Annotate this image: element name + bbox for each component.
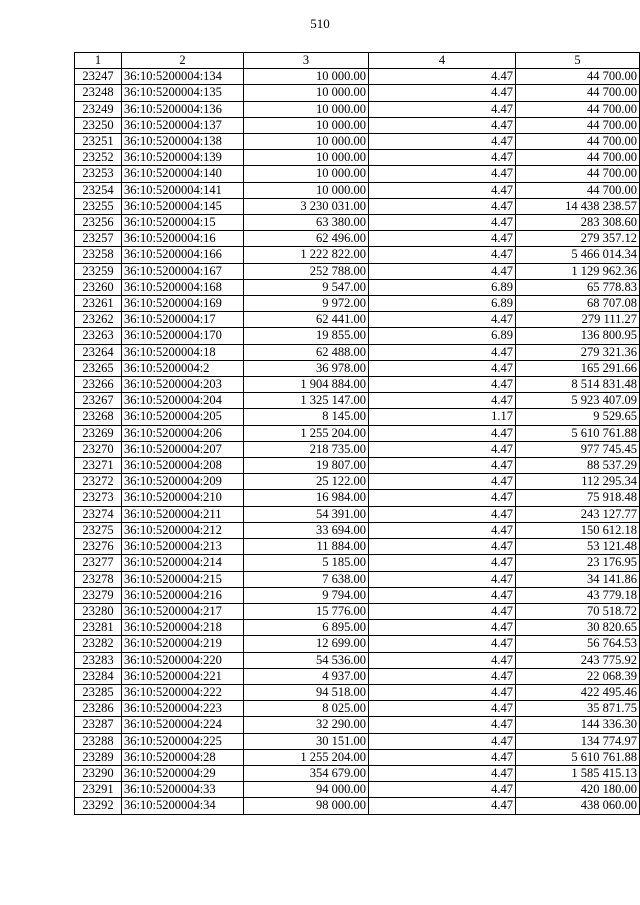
row-number-cell: 23287 bbox=[75, 717, 122, 733]
area-cell: 1 255 204.00 bbox=[244, 749, 369, 765]
value-cell: 53 121.48 bbox=[516, 539, 640, 555]
table-row bbox=[75, 474, 640, 490]
table-row bbox=[75, 522, 640, 538]
cadastral-number-cell: 36:10:5200004:218 bbox=[122, 620, 244, 636]
area-cell: 36 978.00 bbox=[244, 360, 369, 376]
table-row bbox=[75, 620, 640, 636]
column-header-3: 3 bbox=[244, 53, 369, 69]
value-cell: 977 745.45 bbox=[516, 441, 640, 457]
area-cell: 19 855.00 bbox=[244, 328, 369, 344]
row-number-cell: 23257 bbox=[75, 231, 122, 247]
table-row bbox=[75, 182, 640, 198]
row-number-cell: 23259 bbox=[75, 263, 122, 279]
value-cell: 279 357.12 bbox=[516, 231, 640, 247]
area-cell: 9 547.00 bbox=[244, 279, 369, 295]
cadastral-number-cell: 36:10:5200004:215 bbox=[122, 571, 244, 587]
table-header-row bbox=[75, 53, 640, 69]
row-number-cell: 23276 bbox=[75, 539, 122, 555]
area-cell: 252 788.00 bbox=[244, 263, 369, 279]
cadastral-number-cell: 36:10:5200004:216 bbox=[122, 587, 244, 603]
rate-cell: 4.47 bbox=[369, 198, 516, 214]
cadastral-number-cell: 36:10:5200004:208 bbox=[122, 458, 244, 474]
cadastral-number-cell: 36:10:5200004:170 bbox=[122, 328, 244, 344]
table-row bbox=[75, 490, 640, 506]
row-number-cell: 23279 bbox=[75, 587, 122, 603]
rate-cell: 4.47 bbox=[369, 231, 516, 247]
row-number-cell: 23256 bbox=[75, 215, 122, 231]
row-number-cell: 23252 bbox=[75, 150, 122, 166]
cadastral-number-cell: 36:10:5200004:134 bbox=[122, 69, 244, 85]
table-row bbox=[75, 344, 640, 360]
area-cell: 33 694.00 bbox=[244, 522, 369, 538]
table-row bbox=[75, 782, 640, 798]
row-number-cell: 23263 bbox=[75, 328, 122, 344]
rate-cell: 4.47 bbox=[369, 733, 516, 749]
area-cell: 16 984.00 bbox=[244, 490, 369, 506]
table-row bbox=[75, 701, 640, 717]
rate-cell: 4.47 bbox=[369, 344, 516, 360]
cadastral-number-cell: 36:10:5200004:167 bbox=[122, 263, 244, 279]
row-number-cell: 23284 bbox=[75, 668, 122, 684]
rate-cell: 4.47 bbox=[369, 215, 516, 231]
rate-cell: 4.47 bbox=[369, 603, 516, 619]
column-header-5: 5 bbox=[516, 53, 640, 69]
cadastral-number-cell: 36:10:5200004:166 bbox=[122, 247, 244, 263]
area-cell: 4 937.00 bbox=[244, 668, 369, 684]
rate-cell: 4.47 bbox=[369, 360, 516, 376]
rate-cell: 4.47 bbox=[369, 247, 516, 263]
area-cell: 12 699.00 bbox=[244, 636, 369, 652]
cadastral-number-cell: 36:10:5200004:138 bbox=[122, 134, 244, 150]
row-number-cell: 23285 bbox=[75, 684, 122, 700]
cadastral-number-cell: 36:10:5200004:28 bbox=[122, 749, 244, 765]
rate-cell: 4.47 bbox=[369, 312, 516, 328]
page-number: 510 bbox=[310, 16, 330, 31]
cadastral-number-cell: 36:10:5200004:137 bbox=[122, 117, 244, 133]
area-cell: 218 735.00 bbox=[244, 441, 369, 457]
cadastral-number-cell: 36:10:5200004:203 bbox=[122, 377, 244, 393]
column-header-4: 4 bbox=[369, 53, 516, 69]
area-cell: 10 000.00 bbox=[244, 85, 369, 101]
table-row bbox=[75, 798, 640, 814]
area-cell: 11 884.00 bbox=[244, 539, 369, 555]
value-cell: 279 111.27 bbox=[516, 312, 640, 328]
cadastral-number-cell: 36:10:5200004:210 bbox=[122, 490, 244, 506]
rate-cell: 6.89 bbox=[369, 279, 516, 295]
cadastral-number-cell: 36:10:5200004:205 bbox=[122, 409, 244, 425]
area-cell: 3 230 031.00 bbox=[244, 198, 369, 214]
area-cell: 10 000.00 bbox=[244, 117, 369, 133]
value-cell: 44 700.00 bbox=[516, 101, 640, 117]
table-row bbox=[75, 150, 640, 166]
cadastral-number-cell: 36:10:5200004:209 bbox=[122, 474, 244, 490]
area-cell: 10 000.00 bbox=[244, 150, 369, 166]
area-cell: 7 638.00 bbox=[244, 571, 369, 587]
table-row bbox=[75, 279, 640, 295]
rate-cell: 4.47 bbox=[369, 166, 516, 182]
table-row bbox=[75, 668, 640, 684]
value-cell: 22 068.39 bbox=[516, 668, 640, 684]
table-row bbox=[75, 117, 640, 133]
row-number-cell: 23282 bbox=[75, 636, 122, 652]
row-number-cell: 23283 bbox=[75, 652, 122, 668]
area-cell: 6 895.00 bbox=[244, 620, 369, 636]
area-cell: 32 290.00 bbox=[244, 717, 369, 733]
area-cell: 10 000.00 bbox=[244, 69, 369, 85]
cadastral-number-cell: 36:10:5200004:2 bbox=[122, 360, 244, 376]
cadastral-number-cell: 36:10:5200004:223 bbox=[122, 701, 244, 717]
table-row bbox=[75, 555, 640, 571]
rate-cell: 4.47 bbox=[369, 522, 516, 538]
area-cell: 10 000.00 bbox=[244, 101, 369, 117]
row-number-cell: 23289 bbox=[75, 749, 122, 765]
table-row bbox=[75, 393, 640, 409]
area-cell: 10 000.00 bbox=[244, 182, 369, 198]
row-number-cell: 23268 bbox=[75, 409, 122, 425]
rate-cell: 4.47 bbox=[369, 636, 516, 652]
area-cell: 25 122.00 bbox=[244, 474, 369, 490]
row-number-cell: 23261 bbox=[75, 296, 122, 312]
value-cell: 65 778.83 bbox=[516, 279, 640, 295]
area-cell: 30 151.00 bbox=[244, 733, 369, 749]
row-number-cell: 23248 bbox=[75, 85, 122, 101]
row-number-cell: 23258 bbox=[75, 247, 122, 263]
table-row bbox=[75, 506, 640, 522]
area-cell: 54 391.00 bbox=[244, 506, 369, 522]
cadastral-number-cell: 36:10:5200004:206 bbox=[122, 425, 244, 441]
table-row bbox=[75, 684, 640, 700]
value-cell: 420 180.00 bbox=[516, 782, 640, 798]
table-row bbox=[75, 69, 640, 85]
row-number-cell: 23267 bbox=[75, 393, 122, 409]
row-number-cell: 23254 bbox=[75, 182, 122, 198]
value-cell: 23 176.95 bbox=[516, 555, 640, 571]
cadastral-number-cell: 36:10:5200004:219 bbox=[122, 636, 244, 652]
row-number-cell: 23274 bbox=[75, 506, 122, 522]
table-row bbox=[75, 571, 640, 587]
value-cell: 144 336.30 bbox=[516, 717, 640, 733]
cadastral-number-cell: 36:10:5200004:140 bbox=[122, 166, 244, 182]
rate-cell: 6.89 bbox=[369, 328, 516, 344]
cadastral-number-cell: 36:10:5200004:139 bbox=[122, 150, 244, 166]
table-row bbox=[75, 587, 640, 603]
rate-cell: 4.47 bbox=[369, 782, 516, 798]
area-cell: 8 145.00 bbox=[244, 409, 369, 425]
value-cell: 279 321.36 bbox=[516, 344, 640, 360]
cadastral-number-cell: 36:10:5200004:141 bbox=[122, 182, 244, 198]
cadastral-number-cell: 36:10:5200004:34 bbox=[122, 798, 244, 814]
value-cell: 243 775.92 bbox=[516, 652, 640, 668]
table-row bbox=[75, 263, 640, 279]
value-cell: 5 610 761.88 bbox=[516, 749, 640, 765]
rate-cell: 4.47 bbox=[369, 134, 516, 150]
table-row bbox=[75, 765, 640, 781]
area-cell: 9 972.00 bbox=[244, 296, 369, 312]
table-body bbox=[75, 69, 640, 814]
cadastral-number-cell: 36:10:5200004:17 bbox=[122, 312, 244, 328]
value-cell: 112 295.34 bbox=[516, 474, 640, 490]
rate-cell: 4.47 bbox=[369, 571, 516, 587]
row-number-cell: 23270 bbox=[75, 441, 122, 457]
row-number-cell: 23269 bbox=[75, 425, 122, 441]
table-row bbox=[75, 458, 640, 474]
cadastral-number-cell: 36:10:5200004:222 bbox=[122, 684, 244, 700]
row-number-cell: 23278 bbox=[75, 571, 122, 587]
cadastral-number-cell: 36:10:5200004:214 bbox=[122, 555, 244, 571]
table-row bbox=[75, 749, 640, 765]
area-cell: 10 000.00 bbox=[244, 166, 369, 182]
value-cell: 68 707.08 bbox=[516, 296, 640, 312]
table-row bbox=[75, 166, 640, 182]
rate-cell: 4.47 bbox=[369, 69, 516, 85]
value-cell: 44 700.00 bbox=[516, 69, 640, 85]
value-cell: 438 060.00 bbox=[516, 798, 640, 814]
rate-cell: 4.47 bbox=[369, 587, 516, 603]
rate-cell: 4.47 bbox=[369, 458, 516, 474]
area-cell: 1 222 822.00 bbox=[244, 247, 369, 263]
cadastral-number-cell: 36:10:5200004:16 bbox=[122, 231, 244, 247]
row-number-cell: 23262 bbox=[75, 312, 122, 328]
area-cell: 1 904 884.00 bbox=[244, 377, 369, 393]
area-cell: 19 807.00 bbox=[244, 458, 369, 474]
row-number-cell: 23272 bbox=[75, 474, 122, 490]
cadastral-number-cell: 36:10:5200004:217 bbox=[122, 603, 244, 619]
row-number-cell: 23255 bbox=[75, 198, 122, 214]
value-cell: 56 764.53 bbox=[516, 636, 640, 652]
cadastral-number-cell: 36:10:5200004:221 bbox=[122, 668, 244, 684]
table-row bbox=[75, 441, 640, 457]
value-cell: 34 141.86 bbox=[516, 571, 640, 587]
value-cell: 70 518.72 bbox=[516, 603, 640, 619]
cadastral-number-cell: 36:10:5200004:213 bbox=[122, 539, 244, 555]
value-cell: 243 127.77 bbox=[516, 506, 640, 522]
rate-cell: 4.47 bbox=[369, 85, 516, 101]
row-number-cell: 23286 bbox=[75, 701, 122, 717]
table-row bbox=[75, 425, 640, 441]
table-row bbox=[75, 247, 640, 263]
cadastral-number-cell: 36:10:5200004:18 bbox=[122, 344, 244, 360]
cadastral-value-table bbox=[74, 52, 640, 815]
row-number-cell: 23277 bbox=[75, 555, 122, 571]
value-cell: 136 800.95 bbox=[516, 328, 640, 344]
cadastral-number-cell: 36:10:5200004:135 bbox=[122, 85, 244, 101]
table-row bbox=[75, 134, 640, 150]
cadastral-number-cell: 36:10:5200004:204 bbox=[122, 393, 244, 409]
row-number-cell: 23266 bbox=[75, 377, 122, 393]
area-cell: 54 536.00 bbox=[244, 652, 369, 668]
value-cell: 44 700.00 bbox=[516, 166, 640, 182]
area-cell: 354 679.00 bbox=[244, 765, 369, 781]
rate-cell: 4.47 bbox=[369, 150, 516, 166]
rate-cell: 4.47 bbox=[369, 620, 516, 636]
value-cell: 43 779.18 bbox=[516, 587, 640, 603]
table-row bbox=[75, 652, 640, 668]
area-cell: 8 025.00 bbox=[244, 701, 369, 717]
row-number-cell: 23273 bbox=[75, 490, 122, 506]
rate-cell: 4.47 bbox=[369, 101, 516, 117]
table-row bbox=[75, 360, 640, 376]
cadastral-number-cell: 36:10:5200004:145 bbox=[122, 198, 244, 214]
area-cell: 5 185.00 bbox=[244, 555, 369, 571]
table-row bbox=[75, 717, 640, 733]
area-cell: 62 496.00 bbox=[244, 231, 369, 247]
area-cell: 63 380.00 bbox=[244, 215, 369, 231]
row-number-cell: 23290 bbox=[75, 765, 122, 781]
value-cell: 9 529.65 bbox=[516, 409, 640, 425]
row-number-cell: 23275 bbox=[75, 522, 122, 538]
row-number-cell: 23281 bbox=[75, 620, 122, 636]
row-number-cell: 23265 bbox=[75, 360, 122, 376]
area-cell: 62 441.00 bbox=[244, 312, 369, 328]
row-number-cell: 23260 bbox=[75, 279, 122, 295]
table-row bbox=[75, 636, 640, 652]
value-cell: 44 700.00 bbox=[516, 85, 640, 101]
cadastral-number-cell: 36:10:5200004:207 bbox=[122, 441, 244, 457]
table-row bbox=[75, 296, 640, 312]
row-number-cell: 23291 bbox=[75, 782, 122, 798]
row-number-cell: 23249 bbox=[75, 101, 122, 117]
rate-cell: 4.47 bbox=[369, 765, 516, 781]
value-cell: 422 495.46 bbox=[516, 684, 640, 700]
table-row bbox=[75, 733, 640, 749]
rate-cell: 4.47 bbox=[369, 539, 516, 555]
row-number-cell: 23288 bbox=[75, 733, 122, 749]
value-cell: 35 871.75 bbox=[516, 701, 640, 717]
value-cell: 150 612.18 bbox=[516, 522, 640, 538]
row-number-cell: 23253 bbox=[75, 166, 122, 182]
table-row bbox=[75, 198, 640, 214]
table-row bbox=[75, 328, 640, 344]
column-header-2: 2 bbox=[122, 53, 244, 69]
area-cell: 10 000.00 bbox=[244, 134, 369, 150]
value-cell: 1 129 962.36 bbox=[516, 263, 640, 279]
table-row bbox=[75, 85, 640, 101]
rate-cell: 4.47 bbox=[369, 668, 516, 684]
rate-cell: 4.47 bbox=[369, 377, 516, 393]
cadastral-number-cell: 36:10:5200004:212 bbox=[122, 522, 244, 538]
cadastral-number-cell: 36:10:5200004:29 bbox=[122, 765, 244, 781]
rate-cell: 4.47 bbox=[369, 652, 516, 668]
rate-cell: 6.89 bbox=[369, 296, 516, 312]
value-cell: 88 537.29 bbox=[516, 458, 640, 474]
value-cell: 5 466 014.34 bbox=[516, 247, 640, 263]
rate-cell: 4.47 bbox=[369, 474, 516, 490]
rate-cell: 1.17 bbox=[369, 409, 516, 425]
area-cell: 9 794.00 bbox=[244, 587, 369, 603]
table-row bbox=[75, 231, 640, 247]
cadastral-number-cell: 36:10:5200004:224 bbox=[122, 717, 244, 733]
value-cell: 75 918.48 bbox=[516, 490, 640, 506]
row-number-cell: 23280 bbox=[75, 603, 122, 619]
table-row bbox=[75, 215, 640, 231]
table-row bbox=[75, 377, 640, 393]
row-number-cell: 23271 bbox=[75, 458, 122, 474]
value-cell: 44 700.00 bbox=[516, 134, 640, 150]
value-cell: 5 923 407.09 bbox=[516, 393, 640, 409]
value-cell: 5 610 761.88 bbox=[516, 425, 640, 441]
area-cell: 98 000.00 bbox=[244, 798, 369, 814]
value-cell: 14 438 238.57 bbox=[516, 198, 640, 214]
value-cell: 134 774.97 bbox=[516, 733, 640, 749]
cadastral-number-cell: 36:10:5200004:225 bbox=[122, 733, 244, 749]
value-cell: 30 820.65 bbox=[516, 620, 640, 636]
cadastral-number-cell: 36:10:5200004:211 bbox=[122, 506, 244, 522]
column-header-1: 1 bbox=[75, 53, 122, 69]
table-row bbox=[75, 539, 640, 555]
row-number-cell: 23292 bbox=[75, 798, 122, 814]
value-cell: 44 700.00 bbox=[516, 117, 640, 133]
area-cell: 1 255 204.00 bbox=[244, 425, 369, 441]
row-number-cell: 23264 bbox=[75, 344, 122, 360]
value-cell: 44 700.00 bbox=[516, 150, 640, 166]
row-number-cell: 23250 bbox=[75, 117, 122, 133]
value-cell: 165 291.66 bbox=[516, 360, 640, 376]
rate-cell: 4.47 bbox=[369, 717, 516, 733]
cadastral-number-cell: 36:10:5200004:136 bbox=[122, 101, 244, 117]
cadastral-number-cell: 36:10:5200004:169 bbox=[122, 296, 244, 312]
rate-cell: 4.47 bbox=[369, 555, 516, 571]
rate-cell: 4.47 bbox=[369, 490, 516, 506]
rate-cell: 4.47 bbox=[369, 506, 516, 522]
row-number-cell: 23247 bbox=[75, 69, 122, 85]
value-cell: 44 700.00 bbox=[516, 182, 640, 198]
cadastral-number-cell: 36:10:5200004:33 bbox=[122, 782, 244, 798]
value-cell: 8 514 831.48 bbox=[516, 377, 640, 393]
area-cell: 94 000.00 bbox=[244, 782, 369, 798]
cadastral-number-cell: 36:10:5200004:15 bbox=[122, 215, 244, 231]
area-cell: 15 776.00 bbox=[244, 603, 369, 619]
rate-cell: 4.47 bbox=[369, 684, 516, 700]
rate-cell: 4.47 bbox=[369, 263, 516, 279]
rate-cell: 4.47 bbox=[369, 701, 516, 717]
area-cell: 1 325 147.00 bbox=[244, 393, 369, 409]
rate-cell: 4.47 bbox=[369, 798, 516, 814]
table-row bbox=[75, 101, 640, 117]
table-row bbox=[75, 603, 640, 619]
area-cell: 94 518.00 bbox=[244, 684, 369, 700]
rate-cell: 4.47 bbox=[369, 441, 516, 457]
table-row bbox=[75, 409, 640, 425]
rate-cell: 4.47 bbox=[369, 749, 516, 765]
value-cell: 1 585 415.13 bbox=[516, 765, 640, 781]
rate-cell: 4.47 bbox=[369, 117, 516, 133]
rate-cell: 4.47 bbox=[369, 393, 516, 409]
cadastral-number-cell: 36:10:5200004:220 bbox=[122, 652, 244, 668]
value-cell: 283 308.60 bbox=[516, 215, 640, 231]
table-row bbox=[75, 312, 640, 328]
rate-cell: 4.47 bbox=[369, 182, 516, 198]
rate-cell: 4.47 bbox=[369, 425, 516, 441]
cadastral-number-cell: 36:10:5200004:168 bbox=[122, 279, 244, 295]
row-number-cell: 23251 bbox=[75, 134, 122, 150]
area-cell: 62 488.00 bbox=[244, 344, 369, 360]
